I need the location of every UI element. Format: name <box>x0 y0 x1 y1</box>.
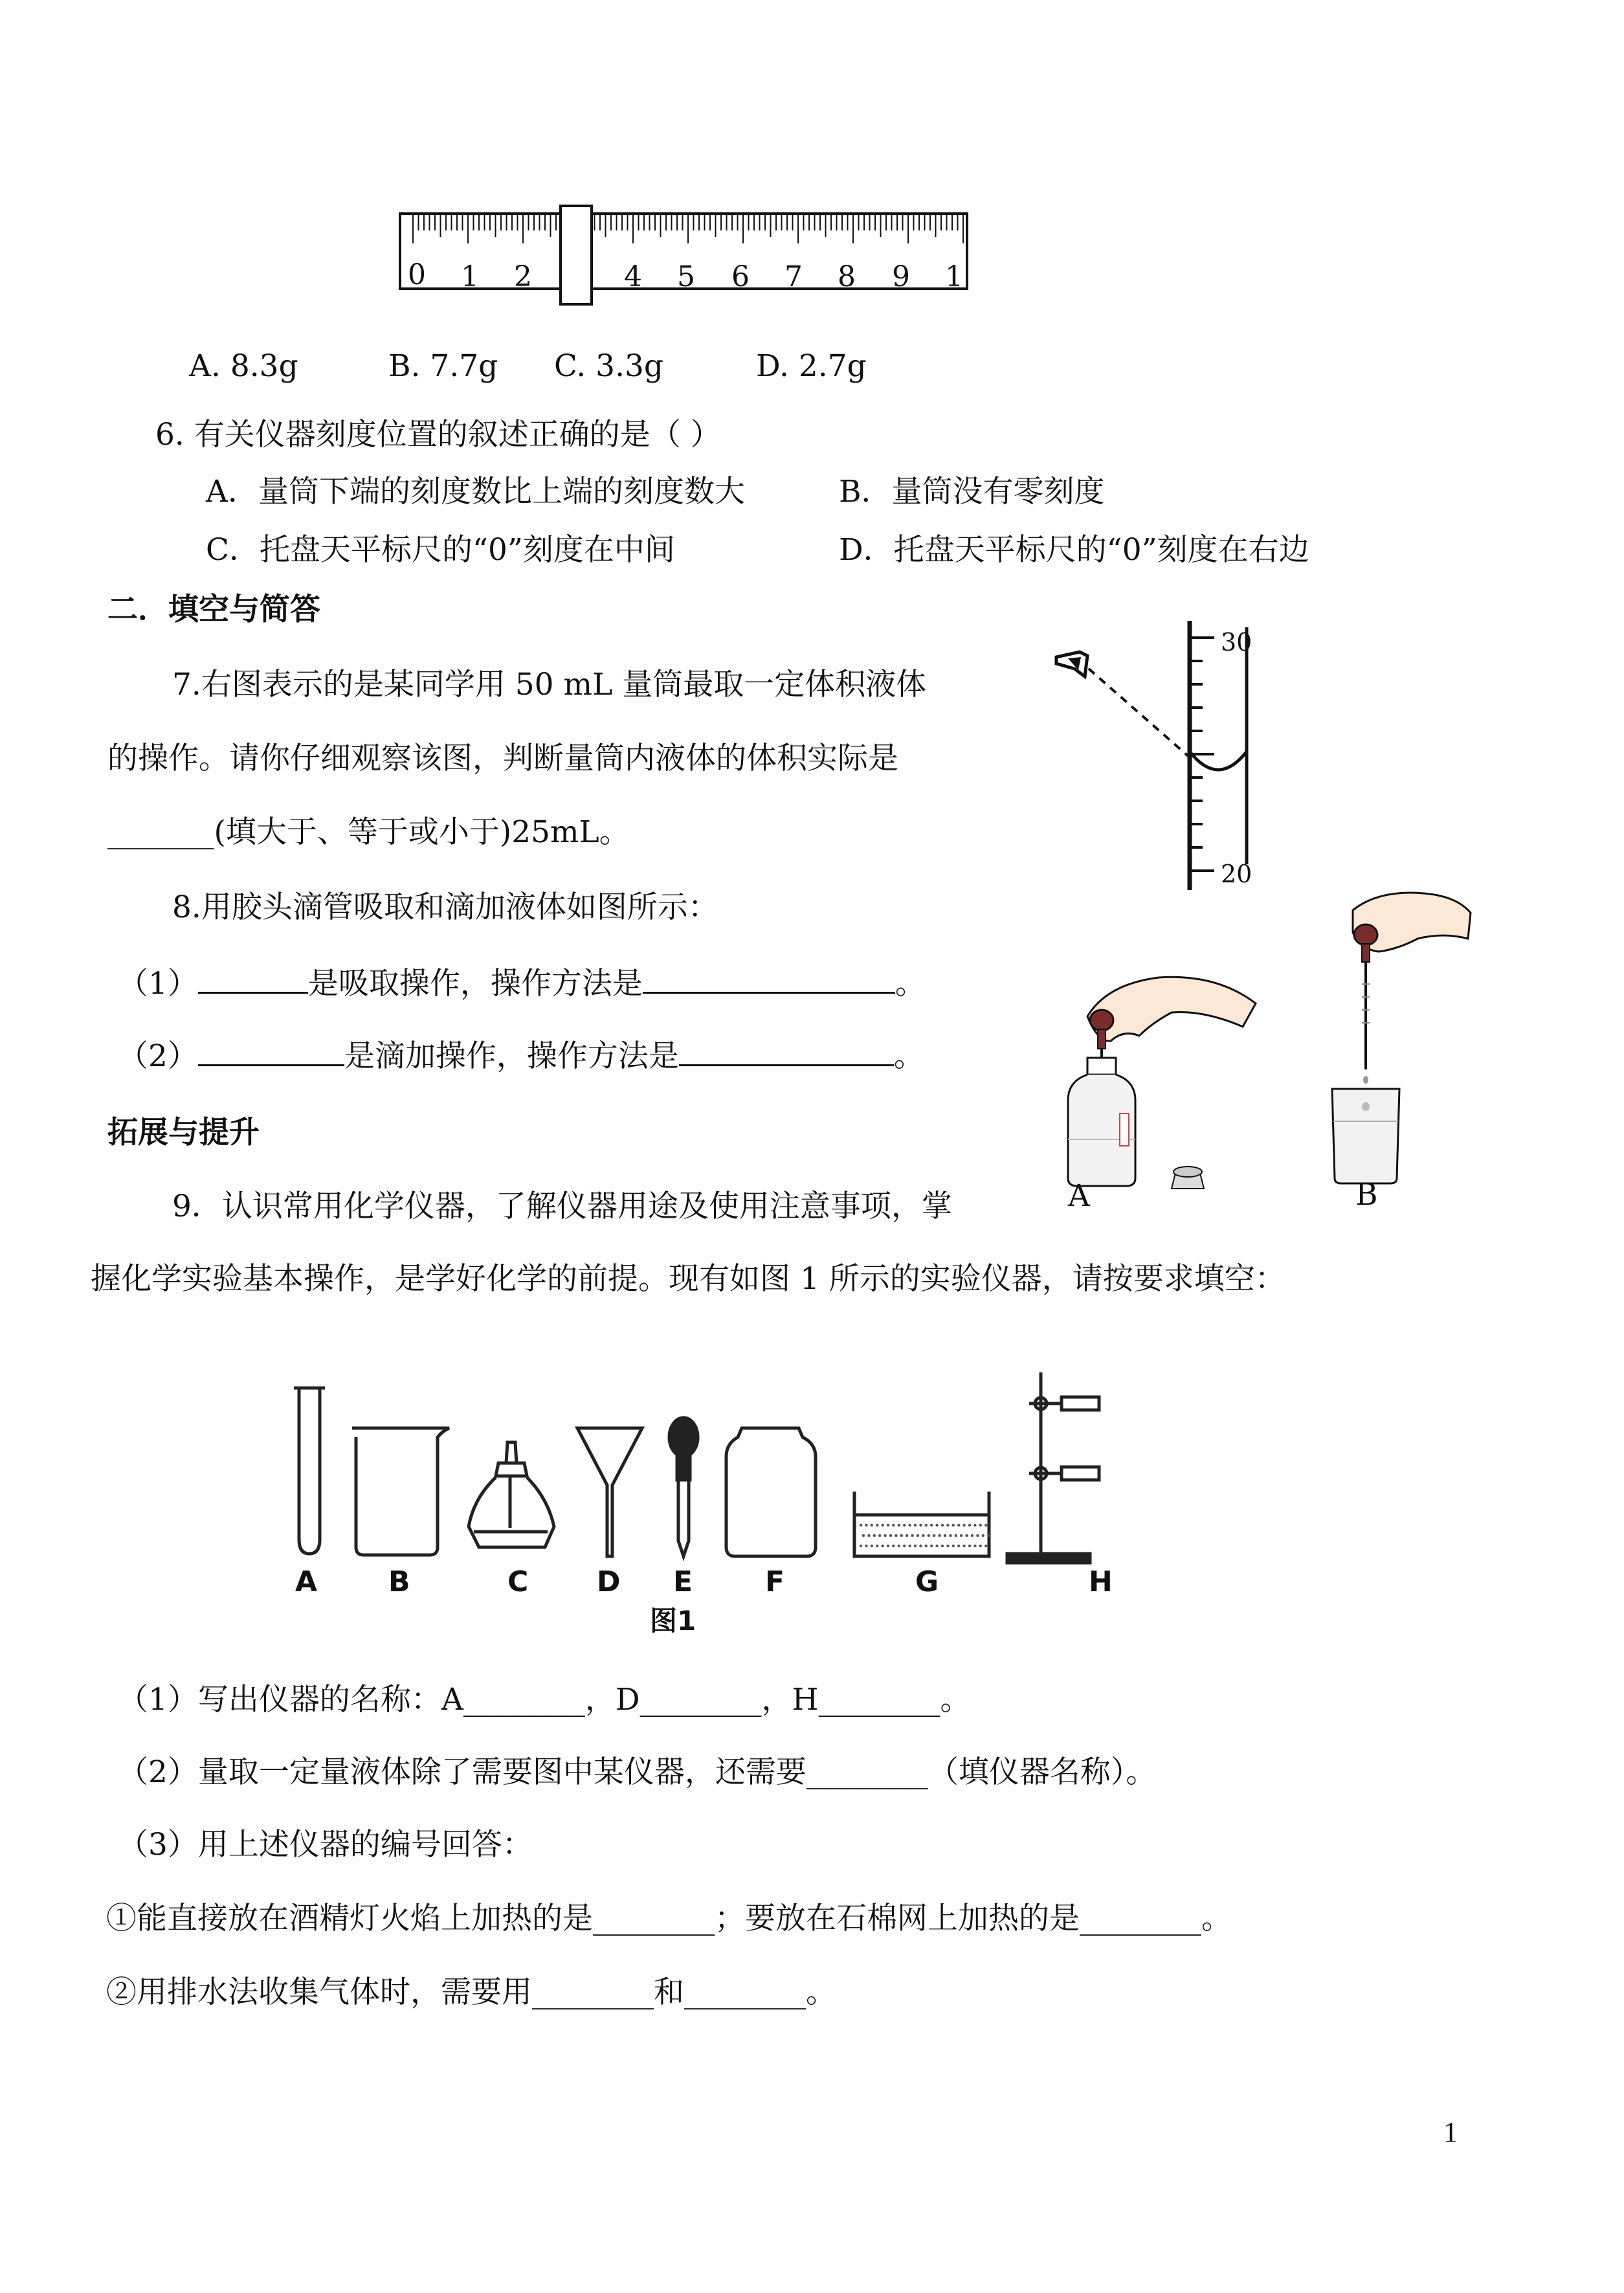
water-dot <box>935 1545 938 1547</box>
q6-stem: 6. 有关仪器刻度位置的叙述正确的是（ ） <box>155 417 721 453</box>
water-dot <box>965 1534 968 1537</box>
q8-part2 <box>118 1036 924 1076</box>
water-dot <box>962 1545 965 1547</box>
water-dot <box>860 1545 862 1547</box>
water-dot <box>955 1534 957 1537</box>
water-dot <box>914 1545 917 1547</box>
q8-part1 <box>118 963 926 1003</box>
water-dot <box>962 1524 965 1527</box>
figure-label-b: B <box>1355 1177 1378 1213</box>
instrument-label: F <box>765 1565 785 1598</box>
water-dot <box>952 1524 955 1527</box>
water-dot <box>865 1524 867 1527</box>
q8-part2-prefix: （2） <box>118 1038 198 1074</box>
q6-option-a: A．量筒下端的刻度数比上端的刻度数大 <box>206 474 745 509</box>
water-dot <box>949 1534 951 1537</box>
water-dot <box>892 1524 895 1527</box>
ruler-label: 1 <box>945 260 963 293</box>
q5-option-d: D. 2.7g <box>756 348 867 384</box>
ruler-label: 7 <box>784 260 803 293</box>
q9-sub3: （3）用上述仪器的编号回答： <box>118 1827 533 1862</box>
water-dot <box>925 1524 928 1527</box>
water-dot <box>903 1545 906 1547</box>
water-dot <box>919 1524 922 1527</box>
instrument-label: H <box>1089 1565 1113 1598</box>
water-dot <box>903 1524 906 1527</box>
q5-option-a: A. 8.3g <box>189 348 298 384</box>
water-dot <box>984 1545 987 1547</box>
water-dot <box>925 1545 928 1547</box>
instrument-label: C <box>507 1565 529 1598</box>
ruler-label: 8 <box>838 260 856 293</box>
water-dot <box>917 1534 919 1537</box>
water-dot <box>973 1524 976 1527</box>
answer-blank[interactable] <box>643 963 895 994</box>
q8-part2-mid: 是滴加操作，操作方法是 <box>344 1038 679 1074</box>
ruler-label: 9 <box>892 260 910 293</box>
water-dot <box>982 1534 984 1537</box>
water-dot <box>881 1524 884 1527</box>
water-dot <box>979 1524 982 1527</box>
water-dot <box>906 1534 908 1537</box>
instrument-label: D <box>597 1565 621 1598</box>
water-dot <box>867 1534 870 1537</box>
water-dot <box>887 1524 889 1527</box>
ruler-label: 1 <box>461 260 479 293</box>
ruler-label: 2 <box>514 260 532 293</box>
water-dot <box>946 1524 949 1527</box>
water-dot <box>873 1534 876 1537</box>
q9-sub3-1: ①能直接放在酒精灯火焰上加热的是________；要放在石棉网上加热的是________。 <box>106 1901 1232 1936</box>
water-dot <box>971 1534 973 1537</box>
q9-line2: 握化学实验基本操作，是学好化学的前提。现有如图 1 所示的实验仪器，请按要求填空： <box>91 1261 1285 1297</box>
instrument-label: E <box>673 1565 693 1598</box>
water-dot <box>878 1534 881 1537</box>
water-dot <box>871 1524 873 1527</box>
instrument-label: G <box>915 1565 939 1598</box>
water-dot <box>984 1524 987 1527</box>
water-dot <box>944 1534 946 1537</box>
water-dot <box>892 1545 895 1547</box>
q7-line1: 7.右图表示的是某同学用 50 mL 量筒最取一定体积液体 <box>172 667 927 702</box>
water-dot <box>941 1545 944 1547</box>
q7-line2: 的操作。请你仔细观察该图，判断量筒内液体的体积实际是 <box>107 741 898 776</box>
water-dot <box>941 1524 944 1527</box>
figure-label-a: A <box>1068 1178 1090 1214</box>
water-dot <box>895 1534 897 1537</box>
ruler-label: 6 <box>731 260 750 293</box>
water-dot <box>884 1534 886 1537</box>
water-dot <box>908 1524 911 1527</box>
water-dot <box>865 1545 867 1547</box>
q6-option-d: D．托盘天平标尺的“0”刻度在右边 <box>839 532 1309 568</box>
water-dot <box>928 1534 930 1537</box>
water-dot <box>960 1534 962 1537</box>
water-dot <box>933 1534 935 1537</box>
q9-sub1: （1）写出仪器的名称：A________，D________，H________。 <box>118 1682 971 1717</box>
water-dot <box>908 1545 911 1547</box>
q8-part1-prefix: （1） <box>118 966 198 1001</box>
water-dot <box>914 1524 917 1527</box>
section-title: 二．填空与简答 <box>107 592 320 627</box>
q5-option-c: C. 3.3g <box>554 348 663 384</box>
water-dot <box>911 1534 913 1537</box>
water-dot <box>860 1524 862 1527</box>
water-dot <box>976 1534 979 1537</box>
water-dot <box>935 1524 938 1527</box>
water-dot <box>876 1524 878 1527</box>
water-dot <box>930 1545 933 1547</box>
water-dot <box>862 1534 865 1537</box>
water-dot <box>968 1524 971 1527</box>
water-dot <box>979 1545 982 1547</box>
cylinder-bottom-mark: 20 <box>1221 860 1252 888</box>
dropper-suction-figure <box>1062 965 1295 1198</box>
water-dot <box>930 1524 933 1527</box>
answer-blank[interactable] <box>679 1036 894 1066</box>
water-dot <box>922 1534 924 1537</box>
q7-line3: _______(填大于、等于或小于)25mL。 <box>107 814 630 850</box>
figure-caption: 图1 <box>650 1605 696 1637</box>
water-dot <box>871 1545 873 1547</box>
water-dot <box>968 1545 971 1547</box>
water-dot <box>898 1545 900 1547</box>
page-number: 1 <box>1443 2116 1458 2148</box>
q8-part1-end: 。 <box>895 966 926 1001</box>
ruler-label: 0 <box>408 258 426 291</box>
section-title: 拓展与提升 <box>107 1115 260 1150</box>
answer-blank[interactable] <box>198 963 308 994</box>
q9-line1: 9．认识常用化学仪器，了解仪器用途及使用注意事项，掌 <box>172 1189 952 1224</box>
lab-instruments-figure <box>285 1334 1178 1580</box>
water-dot <box>987 1534 990 1537</box>
water-dot <box>952 1545 955 1547</box>
answer-blank[interactable] <box>198 1036 344 1066</box>
water-dot <box>876 1545 878 1547</box>
q8-part1-mid: 是吸取操作，操作方法是 <box>307 966 643 1001</box>
water-dot <box>938 1534 940 1537</box>
instrument-label: A <box>295 1565 318 1598</box>
water-dot <box>946 1545 949 1547</box>
q9-sub3-2: ②用排水法收集气体时，需要用________和________。 <box>106 1974 836 2010</box>
water-dot <box>881 1545 884 1547</box>
cylinder-top-mark: 30 <box>1221 628 1252 656</box>
water-dot <box>973 1545 976 1547</box>
water-dot <box>889 1534 892 1537</box>
dropper-dispense-figure <box>1307 887 1476 1191</box>
water-dot <box>898 1524 900 1527</box>
water-dot <box>919 1545 922 1547</box>
q9-sub2: （2）量取一定量液体除了需要图中某仪器，还需要________（填仪器名称）。 <box>118 1754 1157 1790</box>
instrument-label: B <box>388 1565 410 1598</box>
q8-stem: 8.用胶头滴管吸取和滴加液体如图所示： <box>172 889 718 925</box>
water-dot <box>957 1524 960 1527</box>
ruler-label: 4 <box>624 260 642 293</box>
ruler-label: 5 <box>677 260 695 293</box>
water-dot <box>957 1545 960 1547</box>
water-dot <box>900 1534 903 1537</box>
water-dot <box>887 1545 889 1547</box>
q6-option-c: C．托盘天平标尺的“0”刻度在中间 <box>206 532 675 568</box>
q8-part2-end: 。 <box>893 1038 924 1074</box>
q6-option-b: B．量筒没有零刻度 <box>839 474 1105 509</box>
q5-option-b: B. 7.7g <box>388 348 498 384</box>
